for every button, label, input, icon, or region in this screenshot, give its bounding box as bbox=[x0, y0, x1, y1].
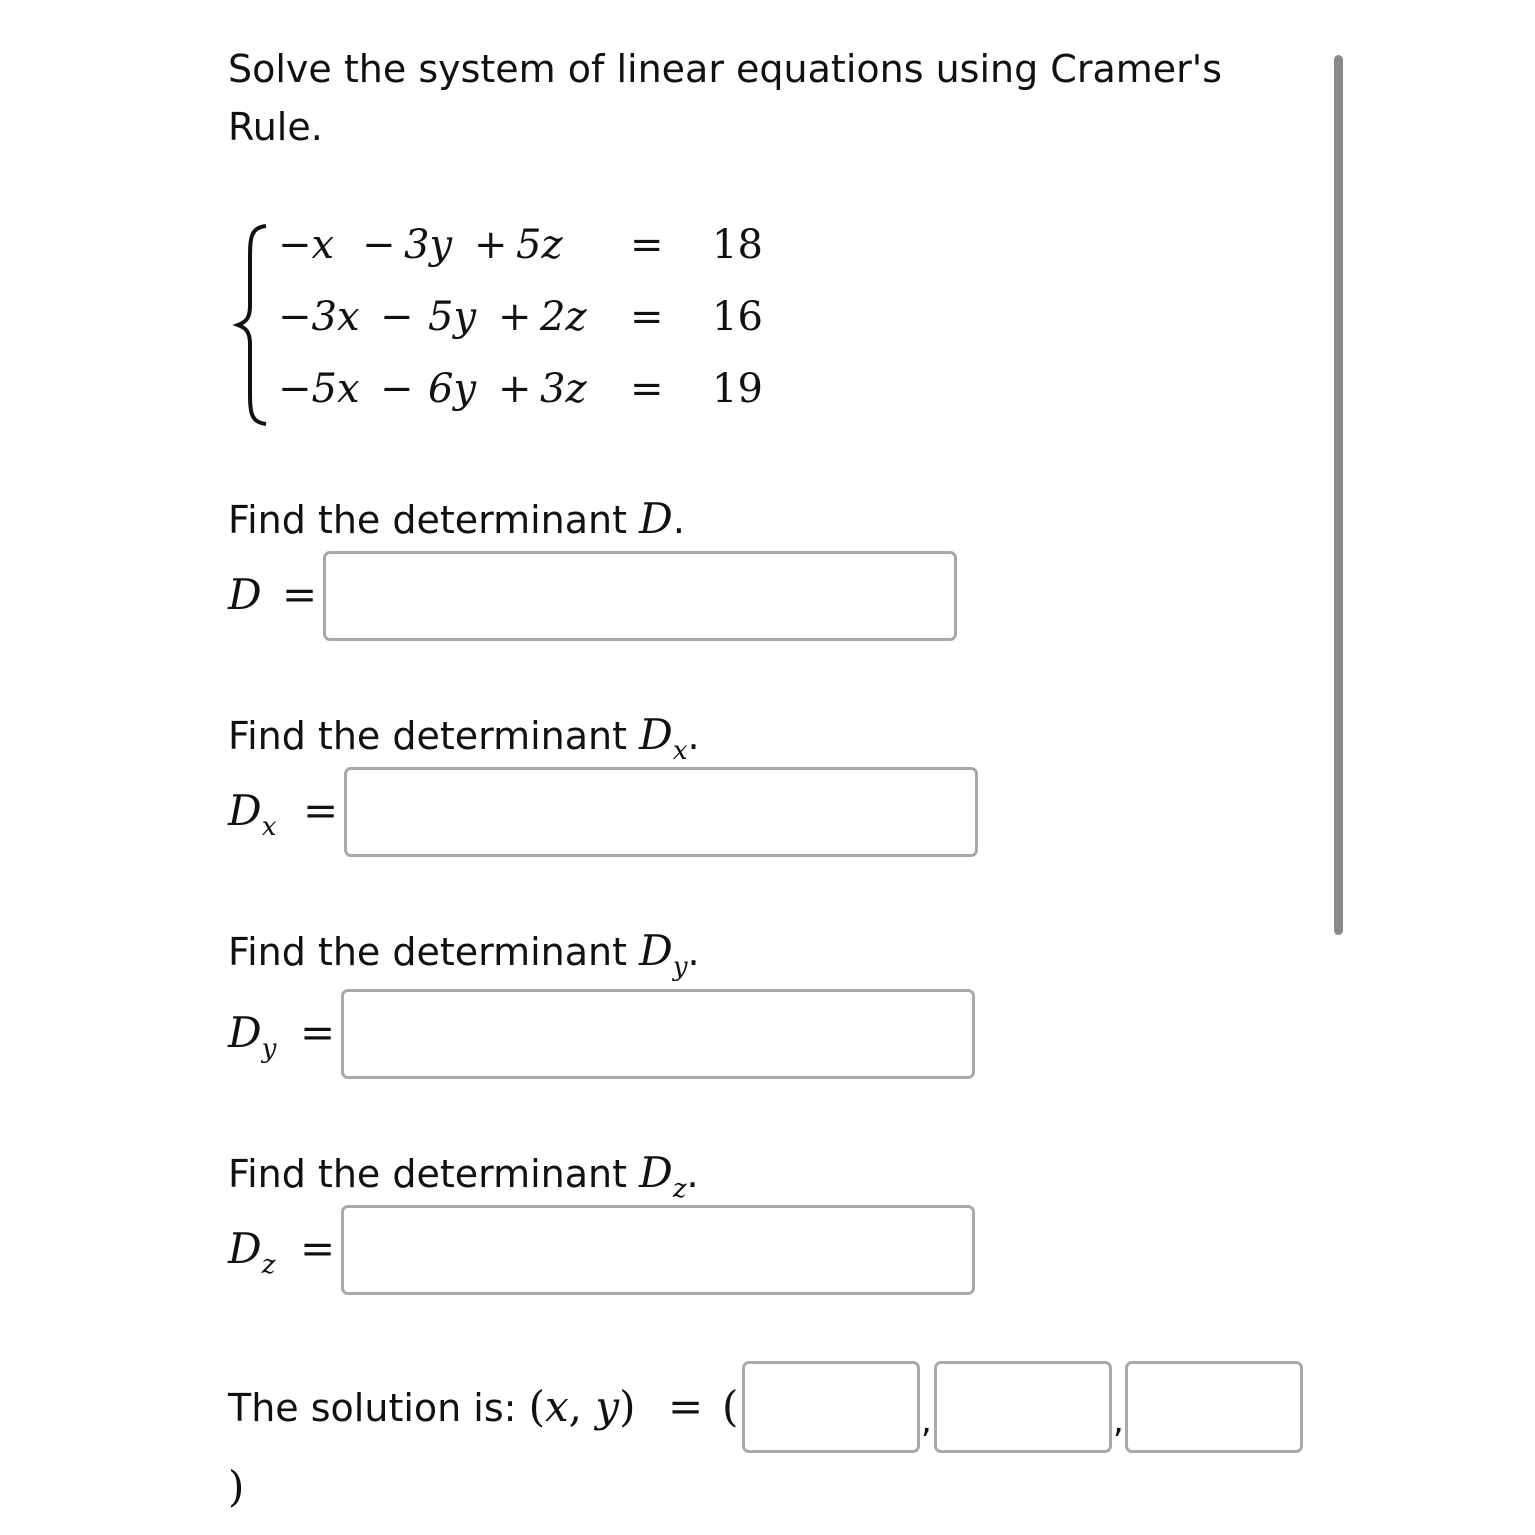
determinant-d-input[interactable] bbox=[323, 551, 957, 641]
answer-label-dz bbox=[228, 1224, 276, 1280]
rhs-value: 19 bbox=[712, 366, 763, 412]
var-y: y bbox=[595, 1382, 620, 1431]
answer-label-dy bbox=[228, 1008, 277, 1064]
equals-sign: = bbox=[630, 222, 664, 268]
prompt-text: Find the determinant bbox=[228, 1152, 640, 1196]
var-x: x bbox=[544, 1382, 569, 1431]
label-symbol: D bbox=[228, 1224, 262, 1273]
term-y: 3y bbox=[404, 222, 453, 268]
open-paren: ( bbox=[528, 1382, 545, 1431]
close-paren: ) bbox=[619, 1382, 636, 1431]
equals-sign: = bbox=[282, 570, 318, 619]
term-x: −x bbox=[278, 222, 335, 268]
term-z: 2z bbox=[540, 294, 587, 340]
determinant-dy-input[interactable] bbox=[341, 989, 975, 1079]
equation-row bbox=[278, 222, 334, 268]
operator: − bbox=[380, 294, 414, 340]
label-subscript: x bbox=[261, 812, 277, 842]
solution-x-input[interactable] bbox=[742, 1361, 920, 1453]
rhs-value: 18 bbox=[712, 222, 763, 268]
separator-comma: , bbox=[1113, 1401, 1124, 1441]
question-dy-prompt bbox=[228, 922, 700, 986]
solution-y-input[interactable] bbox=[934, 1361, 1112, 1453]
tuple-close-paren: ) bbox=[228, 1462, 245, 1511]
equals-sign: = bbox=[300, 1224, 336, 1273]
term-z: 5z bbox=[516, 222, 563, 268]
solution-z-input[interactable] bbox=[1125, 1361, 1303, 1453]
prompt-text: Find the determinant bbox=[228, 930, 640, 974]
answer-label-dx bbox=[228, 786, 277, 842]
symbol-d: D bbox=[639, 926, 673, 975]
comma: , bbox=[568, 1382, 582, 1431]
equals-sign: = bbox=[300, 1008, 336, 1057]
term-y: 5y bbox=[428, 294, 477, 340]
prompt-period: . bbox=[686, 1152, 699, 1196]
operator: + bbox=[498, 366, 532, 412]
label-subscript: y bbox=[261, 1034, 277, 1064]
equals-sign: = bbox=[668, 1382, 704, 1431]
prompt-period: . bbox=[687, 930, 700, 974]
determinant-dz-input[interactable] bbox=[341, 1205, 975, 1295]
rhs-value: 16 bbox=[712, 294, 763, 340]
equals-sign: = bbox=[303, 786, 339, 835]
prompt-text: Find the determinant bbox=[228, 498, 640, 542]
term-z: 3z bbox=[540, 366, 587, 412]
symbol-subscript: x bbox=[672, 736, 688, 766]
question-d-prompt bbox=[228, 490, 685, 549]
tuple-open-paren: ( bbox=[722, 1382, 739, 1431]
term-y: 6y bbox=[428, 366, 477, 412]
left-brace bbox=[232, 222, 272, 428]
determinant-dx-input[interactable] bbox=[344, 767, 978, 857]
operator: + bbox=[474, 222, 508, 268]
symbol-subscript: y bbox=[672, 952, 688, 982]
equals-sign: = bbox=[630, 366, 664, 412]
problem-intro-line1: Solve the system of linear equations using Cramer's bbox=[228, 47, 1223, 91]
equals-sign: = bbox=[630, 294, 664, 340]
label-symbol: D bbox=[228, 570, 262, 619]
symbol-d: D bbox=[639, 1148, 673, 1197]
separator-comma: , bbox=[921, 1401, 932, 1441]
operator: − bbox=[380, 366, 414, 412]
answer-label-d bbox=[228, 570, 262, 619]
operator: − bbox=[362, 222, 396, 268]
vertical-scrollbar[interactable] bbox=[1334, 55, 1343, 935]
solution-prompt bbox=[228, 1378, 635, 1437]
symbol-subscript: z bbox=[672, 1174, 687, 1204]
label-subscript: z bbox=[261, 1250, 276, 1280]
prompt-text: The solution is: bbox=[228, 1386, 529, 1430]
operator: + bbox=[498, 294, 532, 340]
symbol-d: D bbox=[639, 494, 673, 543]
problem-intro-line2: Rule. bbox=[228, 105, 323, 149]
symbol-d: D bbox=[639, 710, 673, 759]
prompt-period: . bbox=[687, 714, 700, 758]
prompt-text: Find the determinant bbox=[228, 714, 640, 758]
term-x: −3x bbox=[278, 294, 360, 340]
term-x: −5x bbox=[278, 366, 360, 412]
question-dz-prompt bbox=[228, 1144, 699, 1208]
label-symbol: D bbox=[228, 1008, 262, 1057]
question-dx-prompt bbox=[228, 706, 700, 770]
label-symbol: D bbox=[228, 786, 262, 835]
prompt-period: . bbox=[672, 498, 685, 542]
